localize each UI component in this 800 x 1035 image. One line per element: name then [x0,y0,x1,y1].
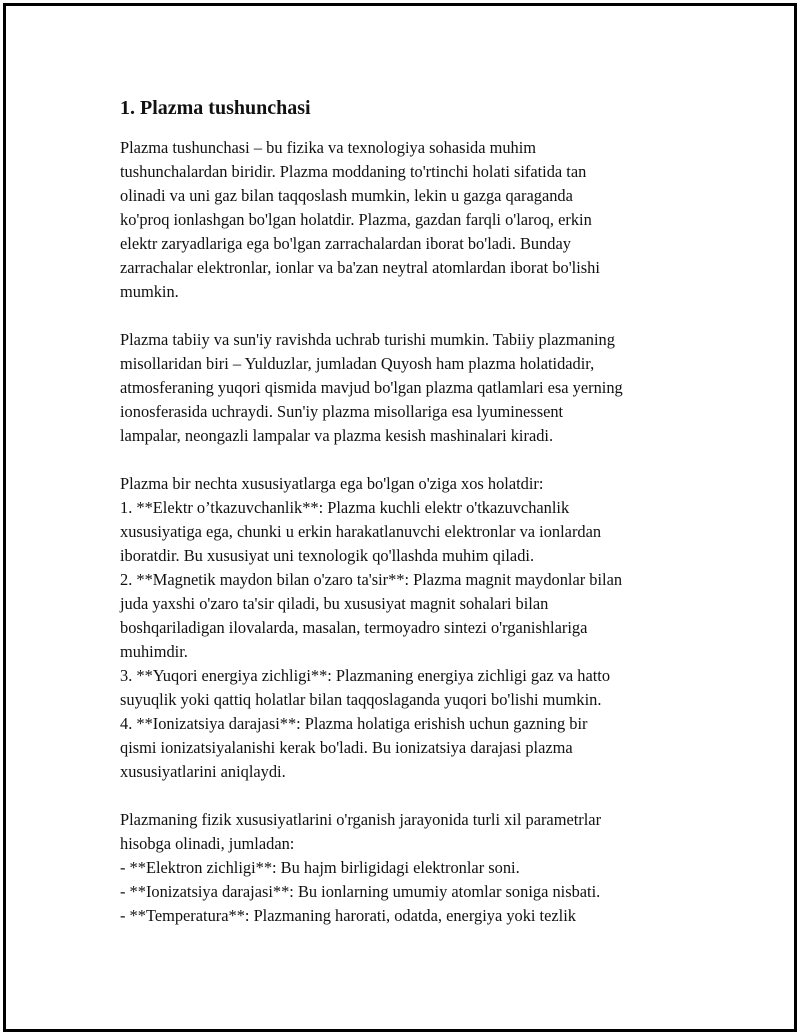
text-line: elektr zaryadlariga ega bo'lgan zarrachalardan iborat bo'ladi. Bunday [120,234,571,253]
text-line: juda yaxshi o'zaro ta'sir qiladi, bu xususiyat magnit sohalari bilan [120,594,549,613]
text-line: misollaridan biri – Yulduzlar, jumladan Quyosh ham plazma holatidadir, [120,354,595,373]
text-line: boshqariladigan ilovalarda, masalan, termoyadro sintezi o'rganishlariga [120,618,588,637]
text-line: 3. **Yuqori energiya zichligi**: Plazmaning energiya zichligi gaz va hatto [120,666,611,685]
paragraph [120,808,710,928]
text-line: ko'proq ionlashgan bo'lgan holatdir. Plazma, gazdan farqli o'laroq, erkin [120,210,592,229]
text-line: muhimdir. [120,642,188,661]
text-line: xususiyatlarini aniqlaydi. [120,762,286,781]
text-line: Plazma tabiiy va sun'iy ravishda uchrab turishi mumkin. Tabiiy plazmaning [120,330,615,349]
paragraph [120,136,710,304]
paragraph [120,328,710,448]
text-line: suyuqlik yoki qattiq holatlar bilan taqqoslaganda yuqori bo'lishi mumkin. [120,690,602,709]
text-line: qismi ionizatsiyalanishi kerak bo'ladi. Bu ionizatsiya darajasi plazma [120,738,573,757]
text-line: Plazma tushunchasi – bu fizika va texnologiya sohasida muhim [120,138,537,157]
text-line: ionosferasida uchraydi. Sun'iy plazma misollariga esa lyuminessent [120,402,564,421]
text-line: lampalar, neongazli lampalar va plazma kesish mashinalari kiradi. [120,426,554,445]
text-line: - **Temperatura**: Plazmaning harorati, odatda, energiya yoki tezlik [120,906,576,925]
text-line: olinadi va uni gaz bilan taqqoslash mumkin, lekin u gazga qaraganda [120,186,573,205]
text-line: atmosferaning yuqori qismida mavjud bo'lgan plazma qatlamlari esa yerning [120,378,623,397]
text-line: zarrachalar elektronlar, ionlar va ba'zan neytral atomlardan iborat bo'lishi [120,258,600,277]
text-line: - **Ionizatsiya darajasi**: Bu ionlarning umumiy atomlar soniga nisbati. [120,882,601,901]
text-line: 4. **Ionizatsiya darajasi**: Plazma holatiga erishish uchun gazning bir [120,714,588,733]
text-line: 2. **Magnetik maydon bilan o'zaro ta'sir**: Plazma magnit maydonlar bilan [120,570,623,589]
text-line: iboratdir. Bu xususiyat uni texnologik qo'llashda muhim qiladi. [120,546,535,565]
text-line: 1. **Elektr o’tkazuvchanlik**: Plazma kuchli elektr o'tkazuvchanlik [120,498,570,517]
paragraph-container [120,136,710,928]
text-line: hisobga olinadi, jumladan: [120,834,295,853]
section-heading: 1. Plazma tushunchasi [120,97,311,119]
text-line: Plazmaning fizik xususiyatlarini o'rganish jarayonida turli xil parametrlar [120,810,602,829]
document-body [120,96,710,952]
document-page [3,3,797,1032]
text-line: - **Elektron zichligi**: Bu hajm birligidagi elektronlar soni. [120,858,520,877]
text-line: Plazma bir nechta xususiyatlarga ega bo'lgan o'ziga xos holatdir: [120,474,544,493]
text-line: mumkin. [120,282,179,301]
text-line: xususiyatiga ega, chunki u erkin harakatlanuvchi elektronlar va ionlardan [120,522,602,541]
text-line: tushunchalardan biridir. Plazma moddaning to'rtinchi holati sifatida tan [120,162,587,181]
paragraph [120,472,710,784]
